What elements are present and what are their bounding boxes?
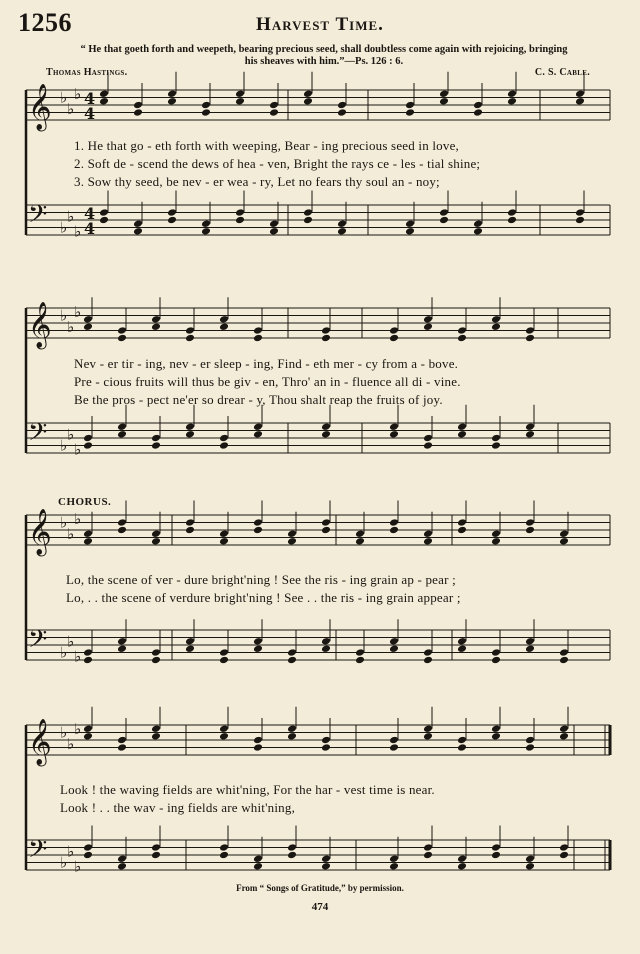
treble-clef-icon: 𝄞 xyxy=(28,509,52,555)
note-head xyxy=(219,322,229,331)
note-head xyxy=(491,537,501,546)
note-head xyxy=(457,518,467,527)
note-head xyxy=(151,843,161,852)
chorus-line-1-melody: Lo, the scene of ver - dure bright'ning ! See the ris - ing grain ap - pear ; xyxy=(66,572,456,587)
note-head xyxy=(321,518,331,527)
note-head xyxy=(185,334,195,343)
epigraph-line-2: his sheaves with him.”—Ps. 126 : 6. xyxy=(244,56,404,67)
note-head xyxy=(491,315,501,324)
note-head xyxy=(83,441,93,450)
note-head xyxy=(355,648,365,657)
note-head xyxy=(491,724,501,733)
note-head xyxy=(337,108,347,117)
note-head xyxy=(253,736,263,745)
note-head xyxy=(151,648,161,657)
note-head xyxy=(219,724,229,733)
note-head xyxy=(389,736,399,745)
note-head xyxy=(117,422,127,431)
note-head xyxy=(525,334,535,343)
note-head xyxy=(151,322,161,331)
flat-icon: ♭ xyxy=(67,632,75,651)
note-head xyxy=(151,529,161,538)
note-head xyxy=(151,434,161,443)
note-head xyxy=(99,97,109,106)
note-head xyxy=(473,101,483,110)
note-head xyxy=(389,334,399,343)
note-head xyxy=(491,529,501,538)
note-head xyxy=(321,326,331,335)
note-head xyxy=(389,743,399,752)
note-head xyxy=(167,97,177,106)
note-head xyxy=(235,208,245,217)
note-head xyxy=(253,430,263,439)
time-signature-bottom: 4 xyxy=(84,104,96,123)
note-head xyxy=(219,537,229,546)
note-head xyxy=(219,732,229,741)
note-head xyxy=(405,101,415,110)
note-head xyxy=(253,422,263,431)
note-head xyxy=(219,315,229,324)
permission-note: From “ Songs of Gratitude,” by permission. xyxy=(236,883,404,893)
note-head xyxy=(303,216,313,225)
note-head xyxy=(185,637,195,646)
note-head xyxy=(151,441,161,450)
flat-icon: ♭ xyxy=(67,734,75,753)
note-head xyxy=(321,637,331,646)
flat-icon: ♭ xyxy=(74,84,82,103)
note-head xyxy=(151,724,161,733)
note-head xyxy=(83,322,93,331)
note-head xyxy=(355,656,365,665)
note-head xyxy=(83,851,93,860)
note-head xyxy=(287,648,297,657)
note-head xyxy=(321,334,331,343)
flat-icon: ♭ xyxy=(67,425,75,444)
note-head xyxy=(457,637,467,646)
time-signature-bottom: 4 xyxy=(84,219,96,238)
note-head xyxy=(389,862,399,871)
note-head xyxy=(133,227,143,236)
note-head xyxy=(457,326,467,335)
note-head xyxy=(287,843,297,852)
note-head xyxy=(559,656,569,665)
flat-icon: ♭ xyxy=(74,222,82,241)
note-head xyxy=(525,637,535,646)
note-head xyxy=(525,743,535,752)
note-head xyxy=(83,843,93,852)
note-head xyxy=(457,526,467,535)
note-head xyxy=(473,108,483,117)
note-head xyxy=(507,97,517,106)
note-head xyxy=(83,656,93,665)
flat-icon: ♭ xyxy=(67,317,75,336)
note-head xyxy=(389,430,399,439)
note-head xyxy=(439,208,449,217)
note-head xyxy=(491,434,501,443)
note-head xyxy=(575,97,585,106)
note-head xyxy=(185,326,195,335)
note-head xyxy=(219,843,229,852)
note-head xyxy=(83,537,93,546)
note-head xyxy=(117,334,127,343)
note-head xyxy=(525,430,535,439)
note-head xyxy=(287,724,297,733)
verse-1-line-2: Nev - er tir - ing, nev - er sleep - ing, Find - eth mer - cy from a - bove. xyxy=(74,356,459,371)
author-credit: Thomas Hastings. xyxy=(46,67,128,78)
note-head xyxy=(253,637,263,646)
note-head xyxy=(457,422,467,431)
note-head xyxy=(355,537,365,546)
note-head xyxy=(201,101,211,110)
note-head xyxy=(337,219,347,228)
note-head xyxy=(559,732,569,741)
note-head xyxy=(167,216,177,225)
hymn-title: Harvest Time. xyxy=(256,14,384,35)
note-head xyxy=(491,648,501,657)
chorus-label: CHORUS. xyxy=(58,496,112,508)
flat-icon: ♭ xyxy=(67,524,75,543)
note-head xyxy=(337,227,347,236)
flat-icon: ♭ xyxy=(60,88,68,107)
note-head xyxy=(133,101,143,110)
note-head xyxy=(269,219,279,228)
note-head xyxy=(83,732,93,741)
note-head xyxy=(423,732,433,741)
note-head xyxy=(525,644,535,653)
verse-2-line-1: 2. Soft de - scend the dews of hea - ven, Bright the rays ce - les - tial shine; xyxy=(74,156,481,171)
note-head xyxy=(151,732,161,741)
note-head xyxy=(355,529,365,538)
hymn-number: 1256 xyxy=(18,8,72,37)
note-head xyxy=(559,851,569,860)
note-head xyxy=(559,843,569,852)
note-head xyxy=(423,529,433,538)
note-head xyxy=(185,526,195,535)
note-head xyxy=(423,537,433,546)
note-head xyxy=(389,526,399,535)
note-head xyxy=(99,216,109,225)
note-head xyxy=(117,736,127,745)
note-head xyxy=(287,656,297,665)
flat-icon: ♭ xyxy=(74,857,82,876)
note-head xyxy=(321,854,331,863)
note-head xyxy=(423,434,433,443)
note-head xyxy=(559,724,569,733)
chorus-line-1-bass: Lo, . . the scene of verdure bright'ning ! See . . the ris - ing grain appear ; xyxy=(66,590,461,605)
flat-icon: ♭ xyxy=(67,842,75,861)
verse-2-line-2: Pre - cious fruits will thus be giv - en, Thro' an in - fluence all di - vine. xyxy=(74,374,461,389)
note-head xyxy=(219,851,229,860)
note-head xyxy=(575,216,585,225)
flat-icon: ♭ xyxy=(67,207,75,226)
note-head xyxy=(389,518,399,527)
note-head xyxy=(287,732,297,741)
flat-icon: ♭ xyxy=(60,513,68,532)
time-signature-top: 4 xyxy=(84,204,96,223)
note-head xyxy=(457,334,467,343)
bass-clef-icon: 𝄢 xyxy=(28,835,48,870)
note-head xyxy=(201,219,211,228)
note-head xyxy=(405,227,415,236)
note-head xyxy=(423,851,433,860)
verse-1-line-1: 1. He that go - eth forth with weeping, Bear - ing precious seed in love, xyxy=(74,138,459,153)
note-head xyxy=(185,422,195,431)
note-head xyxy=(99,208,109,217)
note-head xyxy=(507,89,517,98)
note-head xyxy=(219,434,229,443)
flat-icon: ♭ xyxy=(60,306,68,325)
composer-credit: C. S. Cable. xyxy=(534,67,590,78)
note-head xyxy=(507,208,517,217)
flat-icon: ♭ xyxy=(60,723,68,742)
flat-icon: ♭ xyxy=(60,853,68,872)
note-head xyxy=(83,315,93,324)
note-head xyxy=(491,843,501,852)
note-head xyxy=(253,644,263,653)
note-head xyxy=(439,216,449,225)
note-head xyxy=(185,430,195,439)
note-head xyxy=(83,648,93,657)
note-head xyxy=(405,219,415,228)
note-head xyxy=(117,518,127,527)
note-head xyxy=(133,108,143,117)
note-head xyxy=(525,854,535,863)
note-head xyxy=(321,430,331,439)
flat-icon: ♭ xyxy=(74,509,82,528)
verse-3-line-1: 3. Sow thy seed, be nev - er wea - ry, Let no fears thy soul an - noy; xyxy=(74,174,440,189)
note-head xyxy=(321,526,331,535)
note-head xyxy=(457,430,467,439)
flat-icon: ♭ xyxy=(60,436,68,455)
note-head xyxy=(253,854,263,863)
note-head xyxy=(457,862,467,871)
note-head xyxy=(219,648,229,657)
bass-clef-icon: 𝄢 xyxy=(28,200,48,235)
flat-icon: ♭ xyxy=(60,643,68,662)
treble-clef-icon: 𝄞 xyxy=(28,302,52,348)
note-head xyxy=(525,526,535,535)
note-head xyxy=(525,518,535,527)
note-head xyxy=(99,89,109,98)
note-head xyxy=(201,108,211,117)
bass-clef-icon: 𝄢 xyxy=(28,418,48,453)
note-head xyxy=(423,843,433,852)
note-head xyxy=(559,529,569,538)
note-head xyxy=(117,862,127,871)
note-head xyxy=(117,326,127,335)
note-head xyxy=(151,315,161,324)
note-head xyxy=(559,648,569,657)
note-head xyxy=(491,851,501,860)
flat-icon: ♭ xyxy=(67,99,75,118)
note-head xyxy=(337,101,347,110)
note-head xyxy=(423,724,433,733)
treble-clef-icon: 𝄞 xyxy=(28,719,52,765)
note-head xyxy=(491,732,501,741)
note-head xyxy=(525,736,535,745)
note-head xyxy=(389,326,399,335)
note-head xyxy=(117,430,127,439)
note-head xyxy=(219,656,229,665)
flat-icon: ♭ xyxy=(74,647,82,666)
note-head xyxy=(303,89,313,98)
note-head xyxy=(303,97,313,106)
note-head xyxy=(389,637,399,646)
note-head xyxy=(269,227,279,236)
epigraph-line-1: “ He that goeth forth and weepeth, bearing precious seed, shall doubtless come again with rejoicing, bringing xyxy=(80,44,568,55)
note-head xyxy=(253,518,263,527)
note-head xyxy=(167,89,177,98)
note-head xyxy=(117,743,127,752)
note-head xyxy=(303,208,313,217)
note-head xyxy=(253,743,263,752)
note-head xyxy=(151,851,161,860)
note-head xyxy=(117,526,127,535)
note-head xyxy=(525,862,535,871)
flat-icon: ♭ xyxy=(74,719,82,738)
note-head xyxy=(457,736,467,745)
note-head xyxy=(151,656,161,665)
note-head xyxy=(575,208,585,217)
note-head xyxy=(185,644,195,653)
note-head xyxy=(235,216,245,225)
note-head xyxy=(575,89,585,98)
note-head xyxy=(457,854,467,863)
flat-icon: ♭ xyxy=(74,440,82,459)
note-head xyxy=(321,743,331,752)
note-head xyxy=(167,208,177,217)
note-head xyxy=(389,644,399,653)
note-head xyxy=(525,422,535,431)
note-head xyxy=(185,518,195,527)
time-signature-top: 4 xyxy=(84,89,96,108)
note-head xyxy=(439,89,449,98)
note-head xyxy=(491,441,501,450)
note-head xyxy=(83,724,93,733)
note-head xyxy=(321,862,331,871)
flat-icon: ♭ xyxy=(74,302,82,321)
note-head xyxy=(321,644,331,653)
note-head xyxy=(269,101,279,110)
note-head xyxy=(151,537,161,546)
verse-3-line-2: Be the pros - pect ne'er so drear - y, Thou shalt reap the fruits of joy. xyxy=(74,392,443,407)
note-head xyxy=(423,441,433,450)
note-head xyxy=(269,108,279,117)
chorus-line-2-melody: Look ! the waving fields are whit'ning, For the har - vest time is near. xyxy=(60,782,435,797)
page-number: 474 xyxy=(311,901,329,913)
note-head xyxy=(83,434,93,443)
note-head xyxy=(525,326,535,335)
note-head xyxy=(253,862,263,871)
note-head xyxy=(473,227,483,236)
note-head xyxy=(235,89,245,98)
note-head xyxy=(117,637,127,646)
note-head xyxy=(117,854,127,863)
note-head xyxy=(219,529,229,538)
note-head xyxy=(457,743,467,752)
bass-clef-icon: 𝄢 xyxy=(28,625,48,660)
note-head xyxy=(389,422,399,431)
note-head xyxy=(235,97,245,106)
note-head xyxy=(439,97,449,106)
note-head xyxy=(457,644,467,653)
treble-clef-icon: 𝄞 xyxy=(28,84,52,130)
note-head xyxy=(423,322,433,331)
chorus-line-2-bass: Look ! . . the wav - ing fields are whit'ning, xyxy=(60,800,296,815)
note-head xyxy=(83,529,93,538)
note-head xyxy=(507,216,517,225)
note-head xyxy=(473,219,483,228)
note-head xyxy=(287,537,297,546)
note-head xyxy=(321,736,331,745)
flat-icon: ♭ xyxy=(60,218,68,237)
note-head xyxy=(491,322,501,331)
note-head xyxy=(253,326,263,335)
note-head xyxy=(117,644,127,653)
note-head xyxy=(423,315,433,324)
note-head xyxy=(491,656,501,665)
note-head xyxy=(423,648,433,657)
note-head xyxy=(287,851,297,860)
note-head xyxy=(559,537,569,546)
note-head xyxy=(321,422,331,431)
note-head xyxy=(253,526,263,535)
note-head xyxy=(253,334,263,343)
note-head xyxy=(389,854,399,863)
note-head xyxy=(201,227,211,236)
note-head xyxy=(423,656,433,665)
note-head xyxy=(219,441,229,450)
note-head xyxy=(133,219,143,228)
note-head xyxy=(405,108,415,117)
note-head xyxy=(287,529,297,538)
